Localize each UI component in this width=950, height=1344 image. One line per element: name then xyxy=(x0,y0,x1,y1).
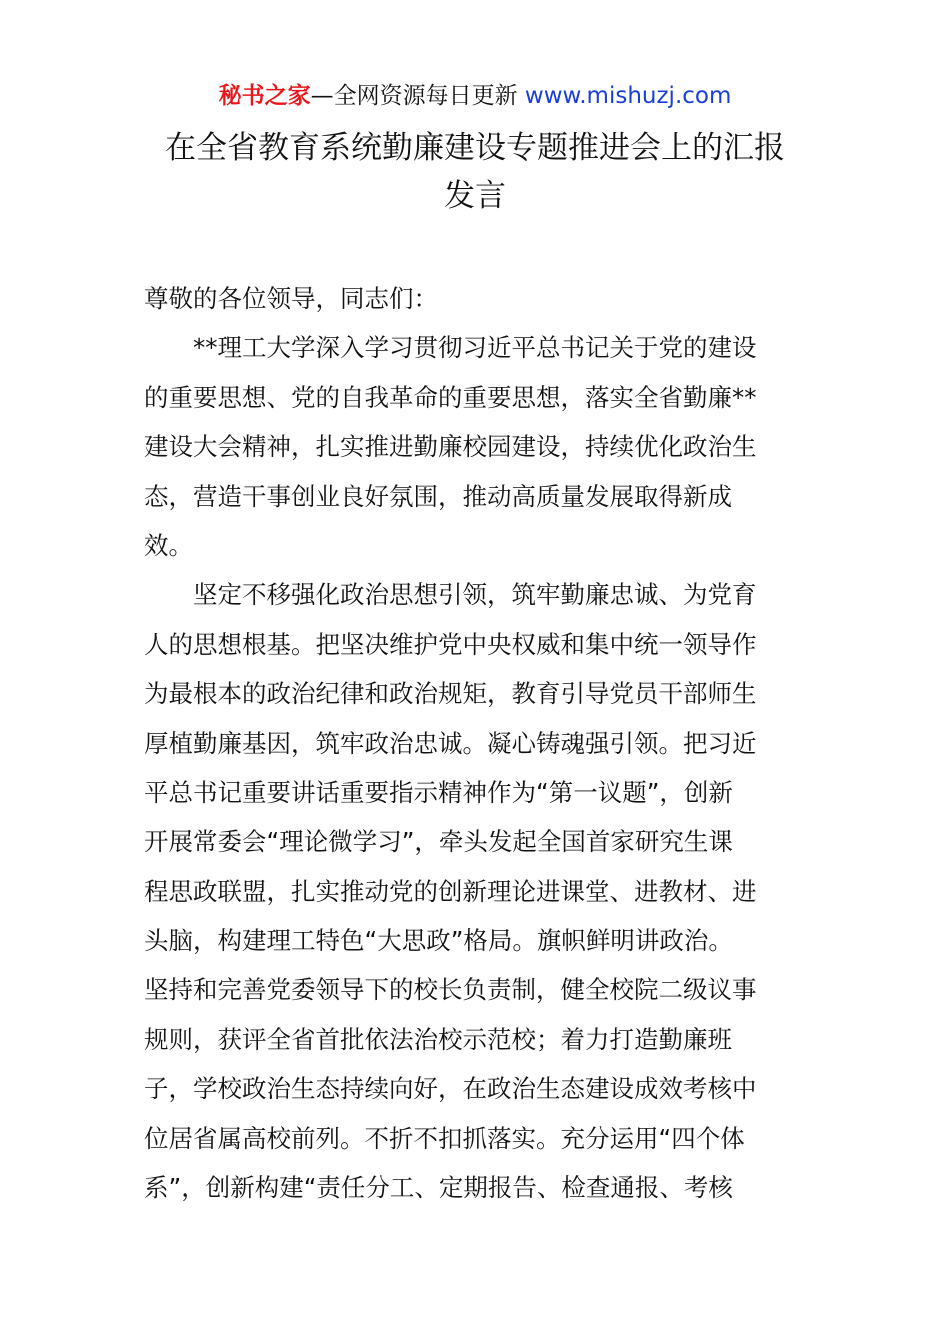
paragraph-line: 规则，获评全省首批依法治校示范校；着力打造勤廉班 xyxy=(144,1024,732,1054)
salutation: 尊敬的各位领导，同志们： xyxy=(144,284,438,313)
site-url-link[interactable]: www.mishuzj.com xyxy=(524,83,732,109)
paragraph-line: **理工大学深入学习贯彻习近平总书记关于党的建设 xyxy=(144,333,757,363)
paragraph-line: 头脑，构建理工特色“大思政”格局。旗帜鲜明讲政治。 xyxy=(144,926,733,956)
paragraph-line: 系”，创新构建“责任分工、定期报告、检查通报、考核 xyxy=(144,1173,733,1203)
paragraph-line: 位居省属高校前列。不折不扣抓落实。充分运用“四个体 xyxy=(144,1123,745,1153)
site-brand: 秘书之家 xyxy=(218,83,311,109)
paragraph-2 xyxy=(144,570,814,1212)
document-title xyxy=(100,124,850,220)
paragraph-line: 为最根本的政治纪律和政治规矩，教育引导党员干部师生 xyxy=(144,679,757,709)
paragraph-line: 人的思想根基。把坚决维护党中央权威和集中统一领导作 xyxy=(144,629,757,659)
paragraph-line: 平总书记重要讲话重要指示精神作为“第一议题”，创新 xyxy=(144,777,733,807)
title-line-2: 发言 xyxy=(444,178,506,214)
document-body xyxy=(144,274,814,1212)
paragraph-line: 程思政联盟，扎实推动党的创新理论进课堂、进教材、进 xyxy=(144,876,757,906)
paragraph-line: 开展常委会“理论微学习”，牵头发起全国首家研究生课 xyxy=(144,827,733,857)
paragraph-line: 态，营造干事创业良好氛围，推动高质量发展取得新成 xyxy=(144,481,732,511)
site-tagline: —全网资源每日更新 xyxy=(310,83,525,109)
paragraph-line: 坚持和完善党委领导下的校长负责制，健全校院二级议事 xyxy=(144,975,757,1005)
paragraph-line: 建设大会精神，扎实推进勤廉校园建设，持续优化政治生 xyxy=(144,432,757,462)
paragraph-line: 坚定不移强化政治思想引领，筑牢勤廉忠诚、为党育 xyxy=(144,580,757,610)
title-line-1: 在全省教育系统勤廉建设专题推进会上的汇报 xyxy=(165,130,785,166)
site-header xyxy=(0,80,950,112)
paragraph-1 xyxy=(144,323,814,570)
paragraph-line: 的重要思想、党的自我革命的重要思想，落实全省勤廉** xyxy=(144,382,757,412)
paragraph-line: 厚植勤廉基因，筑牢政治忠诚。凝心铸魂强引领。把习近 xyxy=(144,728,757,758)
paragraph-line: 效。 xyxy=(144,530,193,560)
paragraph-line: 子，学校政治生态持续向好，在政治生态建设成效考核中 xyxy=(144,1074,757,1104)
